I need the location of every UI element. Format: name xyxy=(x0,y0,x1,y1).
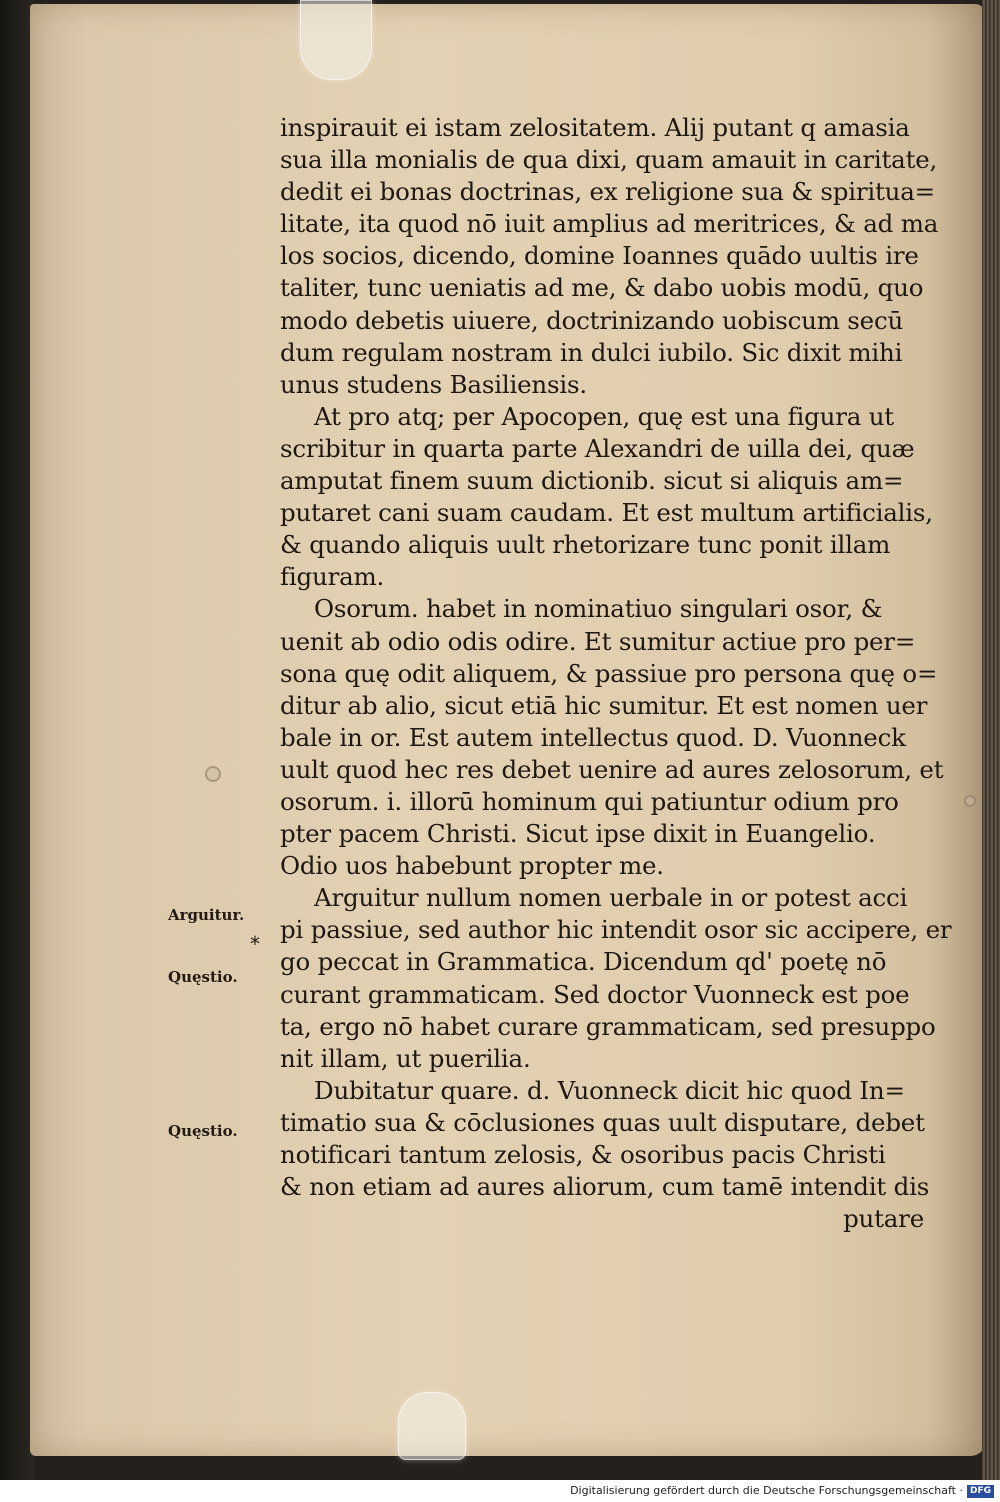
text-line: go peccat in Grammatica. Dicendum qd' poetę nō xyxy=(280,947,887,977)
page-holder-clip-top xyxy=(300,0,372,80)
text-line: sua illa monialis de qua dixi, quam amauit in caritate, xyxy=(280,145,938,175)
text-line: timatio sua & cōclusiones quas uult disputare, debet xyxy=(280,1107,925,1137)
text-line: ditur ab alio, sicut etiā hic sumitur. Et est nomen uer xyxy=(280,690,928,720)
text-line: uult quod hec res debet uenire ad aures zelosorum, et xyxy=(280,754,944,784)
text-line: & non etiam ad aures aliorum, cum tamē intendit dis xyxy=(280,1172,930,1202)
text-line: sona quę odit aliquem, & passiue pro persona quę o= xyxy=(280,658,938,688)
text-line: figuram. xyxy=(280,562,385,592)
text-line: taliter, tunc ueniatis ad me, & dabo uobis modū, quo xyxy=(280,273,924,303)
text-line: ta, ergo nō habet curare grammaticam, sed presuppo xyxy=(280,1011,936,1041)
text-line: amputat finem suum dictionib. sicut si aliquis am= xyxy=(280,466,904,496)
text-line: osorum. i. illorū hominum qui patiuntur odium pro xyxy=(280,786,899,816)
text-line: modo debetis uiuere, doctrinizando uobiscum secū xyxy=(280,305,904,335)
main-text-column xyxy=(280,112,952,1235)
text-line: putaret cani suam caudam. Et est multum artificialis, xyxy=(280,498,933,528)
text-line: bale in or. Est autem intellectus quod. D. Vuonneck xyxy=(280,722,906,752)
text-line: curant grammaticam. Sed doctor Vuonneck est poe xyxy=(280,979,910,1009)
text-line: & quando aliquis uult rhetorizare tunc ponit illam xyxy=(280,530,891,560)
marginal-note-arguitur: Arguitur. xyxy=(168,906,245,924)
text-line: dedit ei bonas doctrinas, ex religione sua & spiritua= xyxy=(280,177,935,207)
text-line: inspirauit ei istam zelositatem. Alij putant q amasia xyxy=(280,113,910,142)
text-line: At pro atq; per Apocopen, quę est una figura ut xyxy=(314,401,894,431)
text-line: pi passiue, sed author hic intendit osor sic accipere, er xyxy=(280,915,952,945)
digitization-footer xyxy=(0,1480,1000,1502)
text-line: Osorum. habet in nominatiuo singulari osor, & xyxy=(314,594,883,624)
text-line: uenit ab odio odis odire. Et sumitur actiue pro per= xyxy=(280,626,916,656)
paper-wormhole xyxy=(964,795,976,807)
text-line: unus studens Basiliensis. xyxy=(280,369,587,399)
text-line: los socios, dicendo, domine Ioannes quādo uultis ire xyxy=(280,241,919,271)
text-line: scribitur in quarta parte Alexandri de uilla dei, quæ xyxy=(280,433,915,463)
catchword: putare xyxy=(843,1204,924,1234)
page-holder-clip-bottom xyxy=(398,1392,466,1460)
text-line: Odio uos habebunt propter me. xyxy=(280,851,664,881)
marginal-note-questio: Quęstio. xyxy=(168,968,238,986)
text-line: litate, ita quod nō iuit amplius ad meritrices, & ad ma xyxy=(280,209,939,239)
text-line: dum regulam nostram in dulci iubilo. Sic dixit mihi xyxy=(280,337,903,367)
text-line: pter pacem Christi. Sicut ipse dixit in Euangelio. xyxy=(280,819,876,849)
text-line: nit illam, ut puerilia. xyxy=(280,1043,531,1073)
paper-wormhole xyxy=(205,766,221,782)
book-binding-shadow xyxy=(0,0,34,1502)
marginal-note-questio: Quęstio. xyxy=(168,1122,238,1140)
page-stack-edge xyxy=(982,0,1000,1480)
funding-credit: Digitalisierung gefördert durch die Deutsche Forschungsgemeinschaft · xyxy=(570,1484,963,1497)
text-line: Dubitatur quare. d. Vuonneck dicit hic quod In= xyxy=(314,1075,905,1105)
text-line: Arguitur nullum nomen uerbale in or potest acci xyxy=(314,883,908,913)
dfg-logo: DFG xyxy=(967,1485,994,1498)
text-line: notificari tantum zelosis, & osoribus pacis Christi xyxy=(280,1140,886,1169)
marginal-asterisk: * xyxy=(250,932,260,956)
